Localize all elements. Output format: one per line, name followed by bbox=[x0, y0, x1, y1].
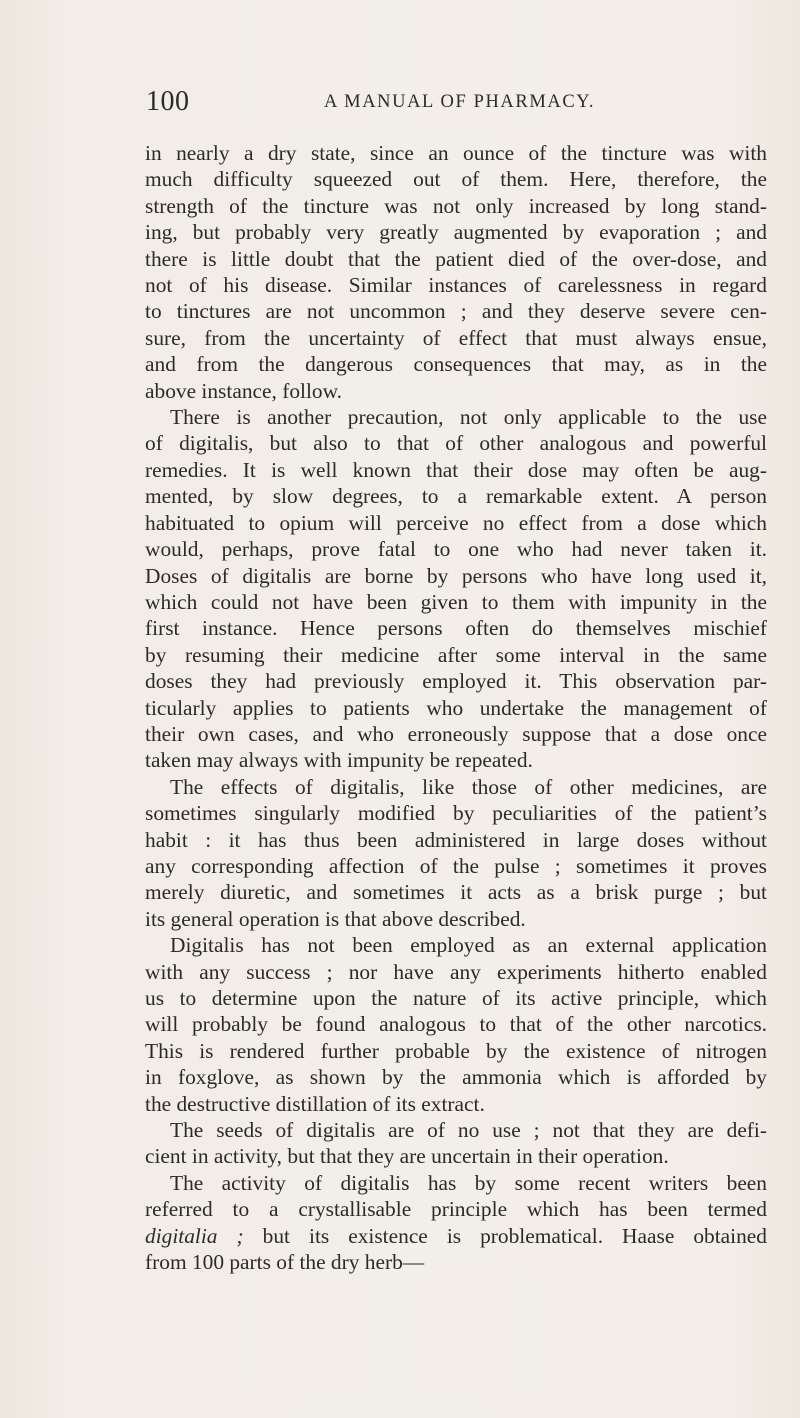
text-line: by resuming their medicine after some interval in the same bbox=[145, 642, 767, 667]
text-line: doses they had previously employed it. This observation par- bbox=[145, 669, 767, 694]
text-line: of digitalis, but also to that of other analogous and powerful bbox=[145, 431, 767, 456]
text-line: habituated to opium will perceive no effect from a dose which bbox=[145, 510, 767, 535]
text-line: in nearly a dry state, since an ounce of the tincture was with bbox=[145, 141, 767, 165]
text-line: to tinctures are not uncommon ; and they deserve severe cen- bbox=[145, 299, 767, 324]
text-line: the destructive distillation of its extract. bbox=[145, 1091, 485, 1116]
text-line: in foxglove, as shown by the ammonia which is afforded by bbox=[145, 1065, 767, 1090]
page-header bbox=[146, 86, 766, 126]
text-line: There is another precaution, not only applicable to the use bbox=[170, 405, 767, 430]
text-line: Doses of digitalis are borne by persons who have long used it, bbox=[145, 563, 767, 588]
text-line: much difficulty squeezed out of them. Here, therefore, the bbox=[145, 167, 767, 192]
text-line: not of his disease. Similar instances of carelessness in regard bbox=[145, 273, 767, 298]
text-line: habit : it has thus been administered in large doses without bbox=[145, 827, 767, 852]
italic-term: digitalia ; bbox=[145, 1223, 244, 1248]
text-line: its general operation is that above described. bbox=[145, 906, 526, 931]
text-line: which could not have been given to them with impunity in the bbox=[145, 589, 767, 614]
text-line: from 100 parts of the dry herb— bbox=[145, 1250, 425, 1275]
text-line: ing, but probably very greatly augmented by evaporation ; and bbox=[145, 220, 767, 245]
text-line: there is little doubt that the patient died of the over-dose, and bbox=[145, 246, 767, 271]
text-line: Digitalis has not been employed as an external application bbox=[170, 933, 767, 958]
text-line: This is rendered further probable by the existence of nitrogen bbox=[145, 1038, 767, 1063]
text-line: any corresponding affection of the pulse ; sometimes it proves bbox=[145, 853, 767, 878]
text-line: The activity of digitalis has by some recent writers been bbox=[170, 1170, 767, 1195]
text-line: The effects of digitalis, like those of other medicines, are bbox=[170, 774, 767, 799]
text-line: strength of the tincture was not only increased by long stand- bbox=[145, 193, 767, 218]
page-body bbox=[145, 140, 767, 1275]
text-line: above instance, follow. bbox=[145, 378, 343, 403]
text-line: first instance. Hence persons often do themselves mischief bbox=[145, 616, 767, 641]
text-line: remedies. It is well known that their dose may often be aug- bbox=[145, 457, 767, 482]
text-line: cient in activity, but that they are uncertain in their operation. bbox=[145, 1144, 669, 1169]
text-line: will probably be found analogous to that of the other narcotics. bbox=[145, 1012, 767, 1037]
text-line: The seeds of digitalis are of no use ; not that they are defi- bbox=[170, 1118, 767, 1143]
text-line: their own cases, and who erroneously suppose that a dose once bbox=[145, 721, 767, 746]
text-line: referred to a crystallisable principle which has been termed bbox=[145, 1197, 767, 1222]
line-remainder: but its existence is problematical. Haase obtained bbox=[262, 1223, 767, 1248]
text-line: sure, from the uncertainty of effect that must always ensue, bbox=[145, 325, 767, 350]
text-line: mented, by slow degrees, to a remarkable extent. A person bbox=[145, 484, 767, 509]
text-line: sometimes singularly modified by peculiarities of the patient’s bbox=[145, 801, 767, 826]
text-line: and from the dangerous consequences that may, as in the bbox=[145, 352, 767, 377]
text-line: would, perhaps, prove fatal to one who had never taken it. bbox=[145, 537, 767, 562]
running-head: A MANUAL OF PHARMACY. bbox=[324, 92, 596, 112]
text-line: with any success ; nor have any experiments hitherto enabled bbox=[145, 959, 767, 984]
text-line: ticularly applies to patients who undertake the management of bbox=[145, 695, 767, 720]
text-line: taken may always with impunity be repeated. bbox=[145, 748, 533, 773]
page-number: 100 bbox=[146, 86, 190, 117]
text-line: us to determine upon the nature of its active principle, which bbox=[145, 986, 767, 1010]
text-line bbox=[145, 1223, 767, 1249]
text-line: merely diuretic, and sometimes it acts as a brisk purge ; but bbox=[145, 880, 767, 905]
